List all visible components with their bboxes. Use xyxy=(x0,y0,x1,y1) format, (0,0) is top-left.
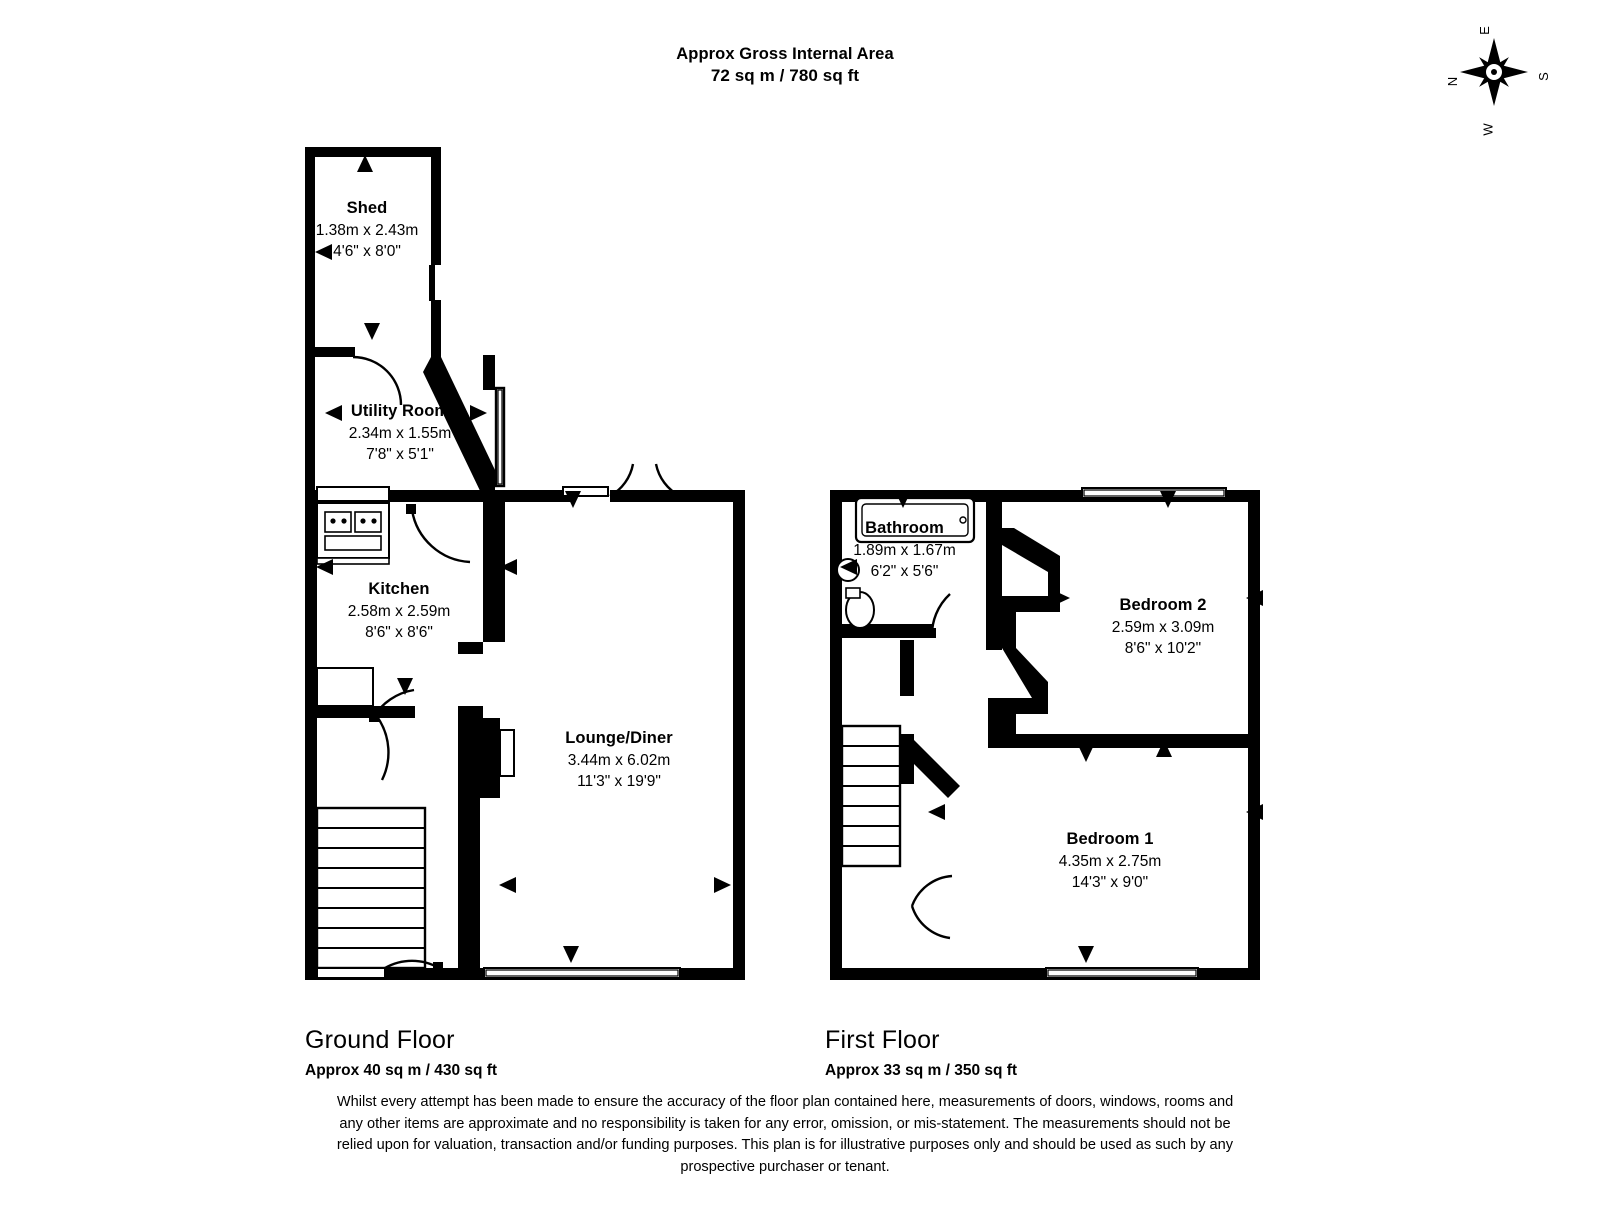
compass-label-north: N xyxy=(1445,76,1461,87)
bedroom1-door xyxy=(912,876,952,938)
compass-label-south: S xyxy=(1535,72,1551,81)
shed-dim-metric: 1.38m x 2.43m xyxy=(315,221,419,239)
lounge-fireplace xyxy=(458,718,514,798)
bedroom1-name: Bedroom 1 xyxy=(1066,830,1154,848)
lounge-diner-dim-metric: 3.44m x 6.02m xyxy=(567,751,671,769)
disclaimer-line-1: Whilst every attempt has been made to ensure the accuracy of the floor plan contained here, measurements of doors, windows, rooms and xyxy=(336,1094,1234,1110)
first-floor-title: First Floor xyxy=(825,1026,940,1054)
utility-room-dim-metric: 2.34m x 1.55m xyxy=(348,424,452,442)
bathroom-dim-imperial: 6'2" x 5'6" xyxy=(870,563,939,580)
bedroom2-dim-metric: 2.59m x 3.09m xyxy=(1111,618,1215,636)
bathroom-door xyxy=(926,594,950,638)
first-floor-caption xyxy=(825,1026,1017,1080)
hall-fixtures xyxy=(317,668,414,780)
ground-floor-plan xyxy=(305,147,745,980)
kitchen-dim-metric: 2.58m x 2.59m xyxy=(347,602,451,620)
room-label-lounge-diner xyxy=(519,728,719,793)
gross-area-label: Approx Gross Internal Area xyxy=(676,45,894,63)
ground-floor-area: Approx 40 sq m / 430 sq ft xyxy=(305,1062,498,1079)
room-label-utility-room xyxy=(305,401,495,466)
utility-room-dim-imperial: 7'8" x 5'1" xyxy=(366,446,434,463)
ground-floor-caption xyxy=(305,1026,497,1080)
bathroom-name: Bathroom xyxy=(865,519,944,537)
bedroom1-dim-imperial: 14'3" x 9'0" xyxy=(1071,874,1149,891)
compass-label-west: W xyxy=(1480,123,1496,136)
room-label-bedroom-2 xyxy=(1063,595,1263,660)
disclaimer-line-3: relied upon for valuation, transaction and/or funding purposes. This plan is for illustrative purposes only and should be used as such by any xyxy=(336,1137,1234,1153)
ground-staircase xyxy=(317,808,425,968)
utility-room-name: Utility Room xyxy=(350,402,450,420)
room-label-shed xyxy=(272,198,462,263)
first-floor-area: Approx 33 sq m / 350 sq ft xyxy=(825,1062,1018,1079)
bedroom2-dim-imperial: 8'6" x 10'2" xyxy=(1124,640,1202,657)
shed-dim-imperial: 4'6" x 8'0" xyxy=(333,243,401,260)
room-label-bathroom xyxy=(812,518,997,583)
lounge-diner-name: Lounge/Diner xyxy=(565,729,673,747)
disclaimer-line-2: any other items are approximate and no responsibility is taken for any error, omission, or mis-statement. The measurements should not be xyxy=(339,1115,1231,1132)
disclaimer-line-4: prospective purchaser or tenant. xyxy=(680,1158,890,1175)
kitchen-name: Kitchen xyxy=(368,580,430,598)
kitchen-dim-imperial: 8'6" x 8'6" xyxy=(365,624,433,641)
first-floor-staircase xyxy=(842,726,900,866)
ground-floor-title: Ground Floor xyxy=(305,1026,455,1054)
disclaimer-text xyxy=(305,1092,1265,1178)
compass-label-east: E xyxy=(1476,26,1492,35)
shed-name: Shed xyxy=(346,199,388,217)
room-label-kitchen xyxy=(309,579,489,644)
room-label-bedroom-1 xyxy=(1010,829,1210,894)
gross-area-value: 72 sq m / 780 sq ft xyxy=(710,66,860,85)
lounge-diner-dim-imperial: 11'3" x 19'9" xyxy=(577,773,661,790)
bedroom2-name: Bedroom 2 xyxy=(1119,596,1207,614)
bedroom1-dim-metric: 4.35m x 2.75m xyxy=(1058,852,1162,870)
bathroom-dim-metric: 1.89m x 1.67m xyxy=(853,541,956,559)
first-floor-windows xyxy=(1046,488,1226,978)
